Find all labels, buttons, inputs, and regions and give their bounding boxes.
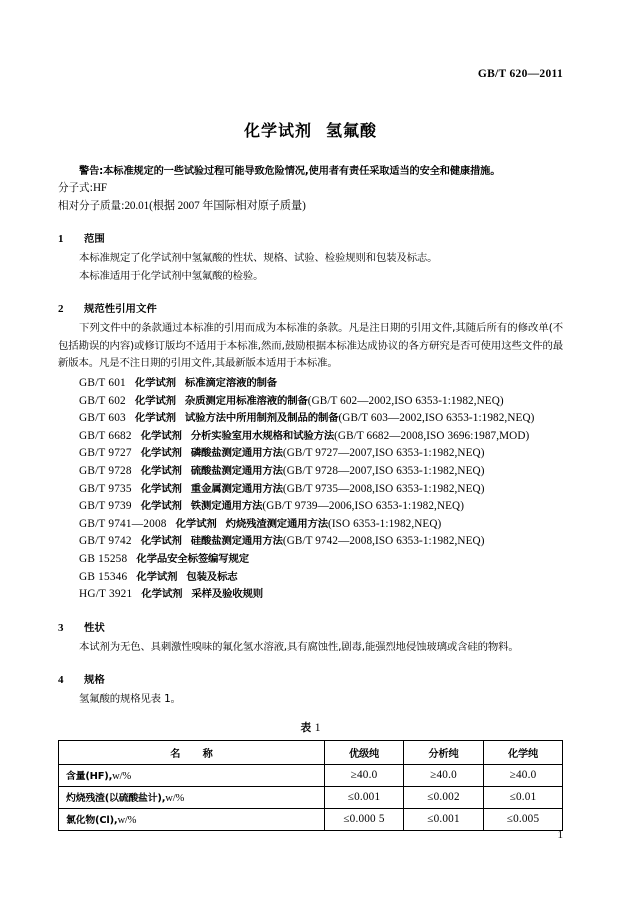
row-unit: w/% [112,771,131,783]
reference-code: GB/T 602 [79,394,126,407]
reference-code: GB/T 9727 [79,447,132,460]
reference-note: (GB/T 602—2002,ISO 6353-1:1982,NEQ) [307,394,504,407]
reference-series: 化学试剂 [175,517,217,530]
section-title: 范围 [84,233,105,245]
reference-name: 采样及验收规则 [191,588,264,601]
reference-item [58,375,563,393]
reference-code: GB/T 9741—2008 [79,517,167,530]
reference-name: 重金属测定通用方法 [190,482,283,495]
section-heading-scope [58,230,563,245]
reference-item [58,551,563,569]
section-heading-properties [58,619,563,634]
reference-note: (GB/T 9739—2006,ISO 6353-1:1982,NEQ) [262,500,465,513]
section-number: 2 [58,303,64,316]
reference-note: (GB/T 9727—2007,ISO 6353-1:1982,NEQ) [282,447,485,460]
section-number: 4 [58,674,64,687]
table-row [59,786,563,808]
row-label-text: 氯化物(Cl), [66,815,118,827]
table-header-row [59,740,563,764]
section-title: 规格 [84,674,105,687]
column-header-guaranteed-reagent: 优级纯 [325,740,404,764]
reference-code: GB/T 9742 [79,535,132,548]
reference-name: 分析实验室用水规格和试验方法 [190,429,335,442]
reference-item [58,481,563,499]
title-main: 化学试剂 [243,121,312,140]
reference-code: GB/T 9739 [79,500,132,513]
row-label [59,786,325,808]
table-caption-label: 表 [300,721,312,734]
reference-series: 化学品安全标签编写规定 [136,552,250,565]
reference-series: 化学试剂 [134,376,176,389]
column-header-analytical-reagent: 分析纯 [404,740,484,764]
reference-series: 化学试剂 [140,500,182,513]
document-body [58,163,563,831]
row-label [59,808,325,830]
reference-code: GB/T 603 [79,412,126,425]
reference-code: GB/T 601 [79,376,126,389]
specification-table [58,740,563,831]
reference-name: 包装及标志 [186,570,238,583]
reference-series: 化学试剂 [141,588,183,601]
molecular-formula-label: 分子式: [58,182,93,194]
section-4-paragraph-1: 氢氟酸的规格见表 1。 [79,693,181,706]
reference-code: GB 15346 [79,570,128,583]
row-unit: w/% [165,793,185,805]
reference-item [58,445,563,463]
reference-name: 标准滴定溶液的制备 [184,376,278,389]
reference-code: GB/T 9728 [79,464,132,477]
column-header-chemical-pure: 化学纯 [484,740,563,764]
reference-item [58,410,563,428]
table-row [59,764,563,786]
reference-series: 化学试剂 [140,447,182,460]
title-sub: 氢氟酸 [326,121,378,140]
reference-name: 硅酸盐测定通用方法 [190,535,283,548]
reference-code: GB 15258 [79,552,128,565]
reference-note: (GB/T 9742—2008,ISO 6353-1:1982,NEQ) [282,535,485,548]
reference-name: 灼烧残渣测定通用方法 [225,517,329,530]
reference-code: GB/T 6682 [79,429,132,442]
molecular-mass-label: 相对分子质量: [58,199,125,212]
reference-note: (GB/T 6682—2008,ISO 3696:1987,MOD) [334,429,530,442]
reference-series: 化学试剂 [134,412,176,425]
cell-value: ≤0.001 [404,808,484,830]
warning-paragraph: 警告:本标准规定的一些试验过程可能导致危险情况,使用者有责任采取适当的安全和健康措施。 [79,166,501,177]
table-caption [58,720,563,735]
page-number: 1 [557,829,563,841]
section-number: 3 [58,621,64,634]
cell-value: ≤0.005 [484,808,563,830]
reference-series: 化学试剂 [140,535,182,548]
reference-series: 化学试剂 [140,482,182,495]
reference-series: 化学试剂 [140,429,182,442]
reference-item [58,428,563,446]
reference-name: 试验方法中所用制剂及制品的制备 [184,412,339,425]
section-title: 规范性引用文件 [84,303,157,316]
row-unit: w/% [117,815,137,827]
cell-value: ≥40.0 [404,764,484,786]
page-title [0,118,621,141]
section-heading-normative-references [58,300,563,315]
cell-value: ≤0.000 5 [325,808,404,830]
row-label [59,764,325,786]
cell-value: ≥40.0 [325,764,404,786]
table-row [59,808,563,830]
reference-code: HG/T 3921 [79,588,133,601]
cell-value: ≤0.002 [404,786,484,808]
section-heading-specifications [58,671,563,686]
reference-note: (GB/T 603—2002,ISO 6353-1:1982,NEQ) [338,412,535,425]
molecular-mass-line [58,198,563,216]
reference-note: (ISO 6353-1:1982,NEQ) [328,517,442,530]
reference-item [58,463,563,481]
reference-item [58,569,563,587]
reference-item [58,393,563,411]
cell-value: ≤0.01 [484,786,563,808]
reference-series: 化学试剂 [134,394,176,407]
running-header-standard-code: GB/T 620—2011 [477,68,563,80]
cell-value: ≥40.0 [484,764,563,786]
section-2-paragraph-1: 下列文件中的条款通过本标准的引用而成为本标准的条款。凡是注日期的引用文件,其随后所有的修改单(不包括勘误的内容)或修订版均不适用于本标准,然而,鼓励根据本标准达成协议的各方研究是否可使用这些文件的最新版本。凡是不注日期的引用文件,其最新版本适用于本标准。 [58,322,563,370]
reference-item [58,586,563,604]
reference-code: GB/T 9735 [79,482,132,495]
normative-reference-list [58,375,563,604]
reference-name: 硫酸盐测定通用方法 [190,464,283,477]
cell-value: ≤0.001 [325,786,404,808]
molecular-formula-value: HF [92,182,108,194]
row-label-text: 含量(HF), [66,771,113,783]
molecular-formula-line [58,180,563,198]
reference-item [58,498,563,516]
reference-note: (GB/T 9735—2008,ISO 6353-1:1982,NEQ) [282,482,485,495]
reference-series: 化学试剂 [140,464,182,477]
section-number: 1 [58,233,64,245]
column-header-name: 名 称 [59,740,325,764]
reference-name: 杂质测定用标准溶液的制备 [184,394,308,407]
section-1-paragraph-1: 本标准规定了化学试剂中氢氟酸的性状、规格、试验、检验规则和包装及标志。 [79,252,438,264]
molecular-mass-value: 20.01(根据 2007 年国际相对原子质量) [124,199,306,212]
section-title: 性状 [84,621,105,634]
reference-note: (GB/T 9728—2007,ISO 6353-1:1982,NEQ) [282,464,485,477]
section-1-paragraph-2: 本标准适用于化学试剂中氢氟酸的检验。 [79,269,264,282]
row-label-text: 灼烧残渣(以硫酸盐计), [66,793,166,805]
reference-series: 化学试剂 [136,570,178,583]
section-3-paragraph-1: 本试剂为无色、具刺激性嗅味的氟化氢水溶液,具有腐蚀性,剧毒,能强烈地侵蚀玻璃或含硅的物料。 [79,640,519,653]
reference-item [58,516,563,534]
reference-name: 磷酸盐测定通用方法 [190,447,283,460]
table-caption-number: 1 [314,721,321,734]
reference-item [58,533,563,551]
reference-name: 铁测定通用方法 [190,500,263,513]
